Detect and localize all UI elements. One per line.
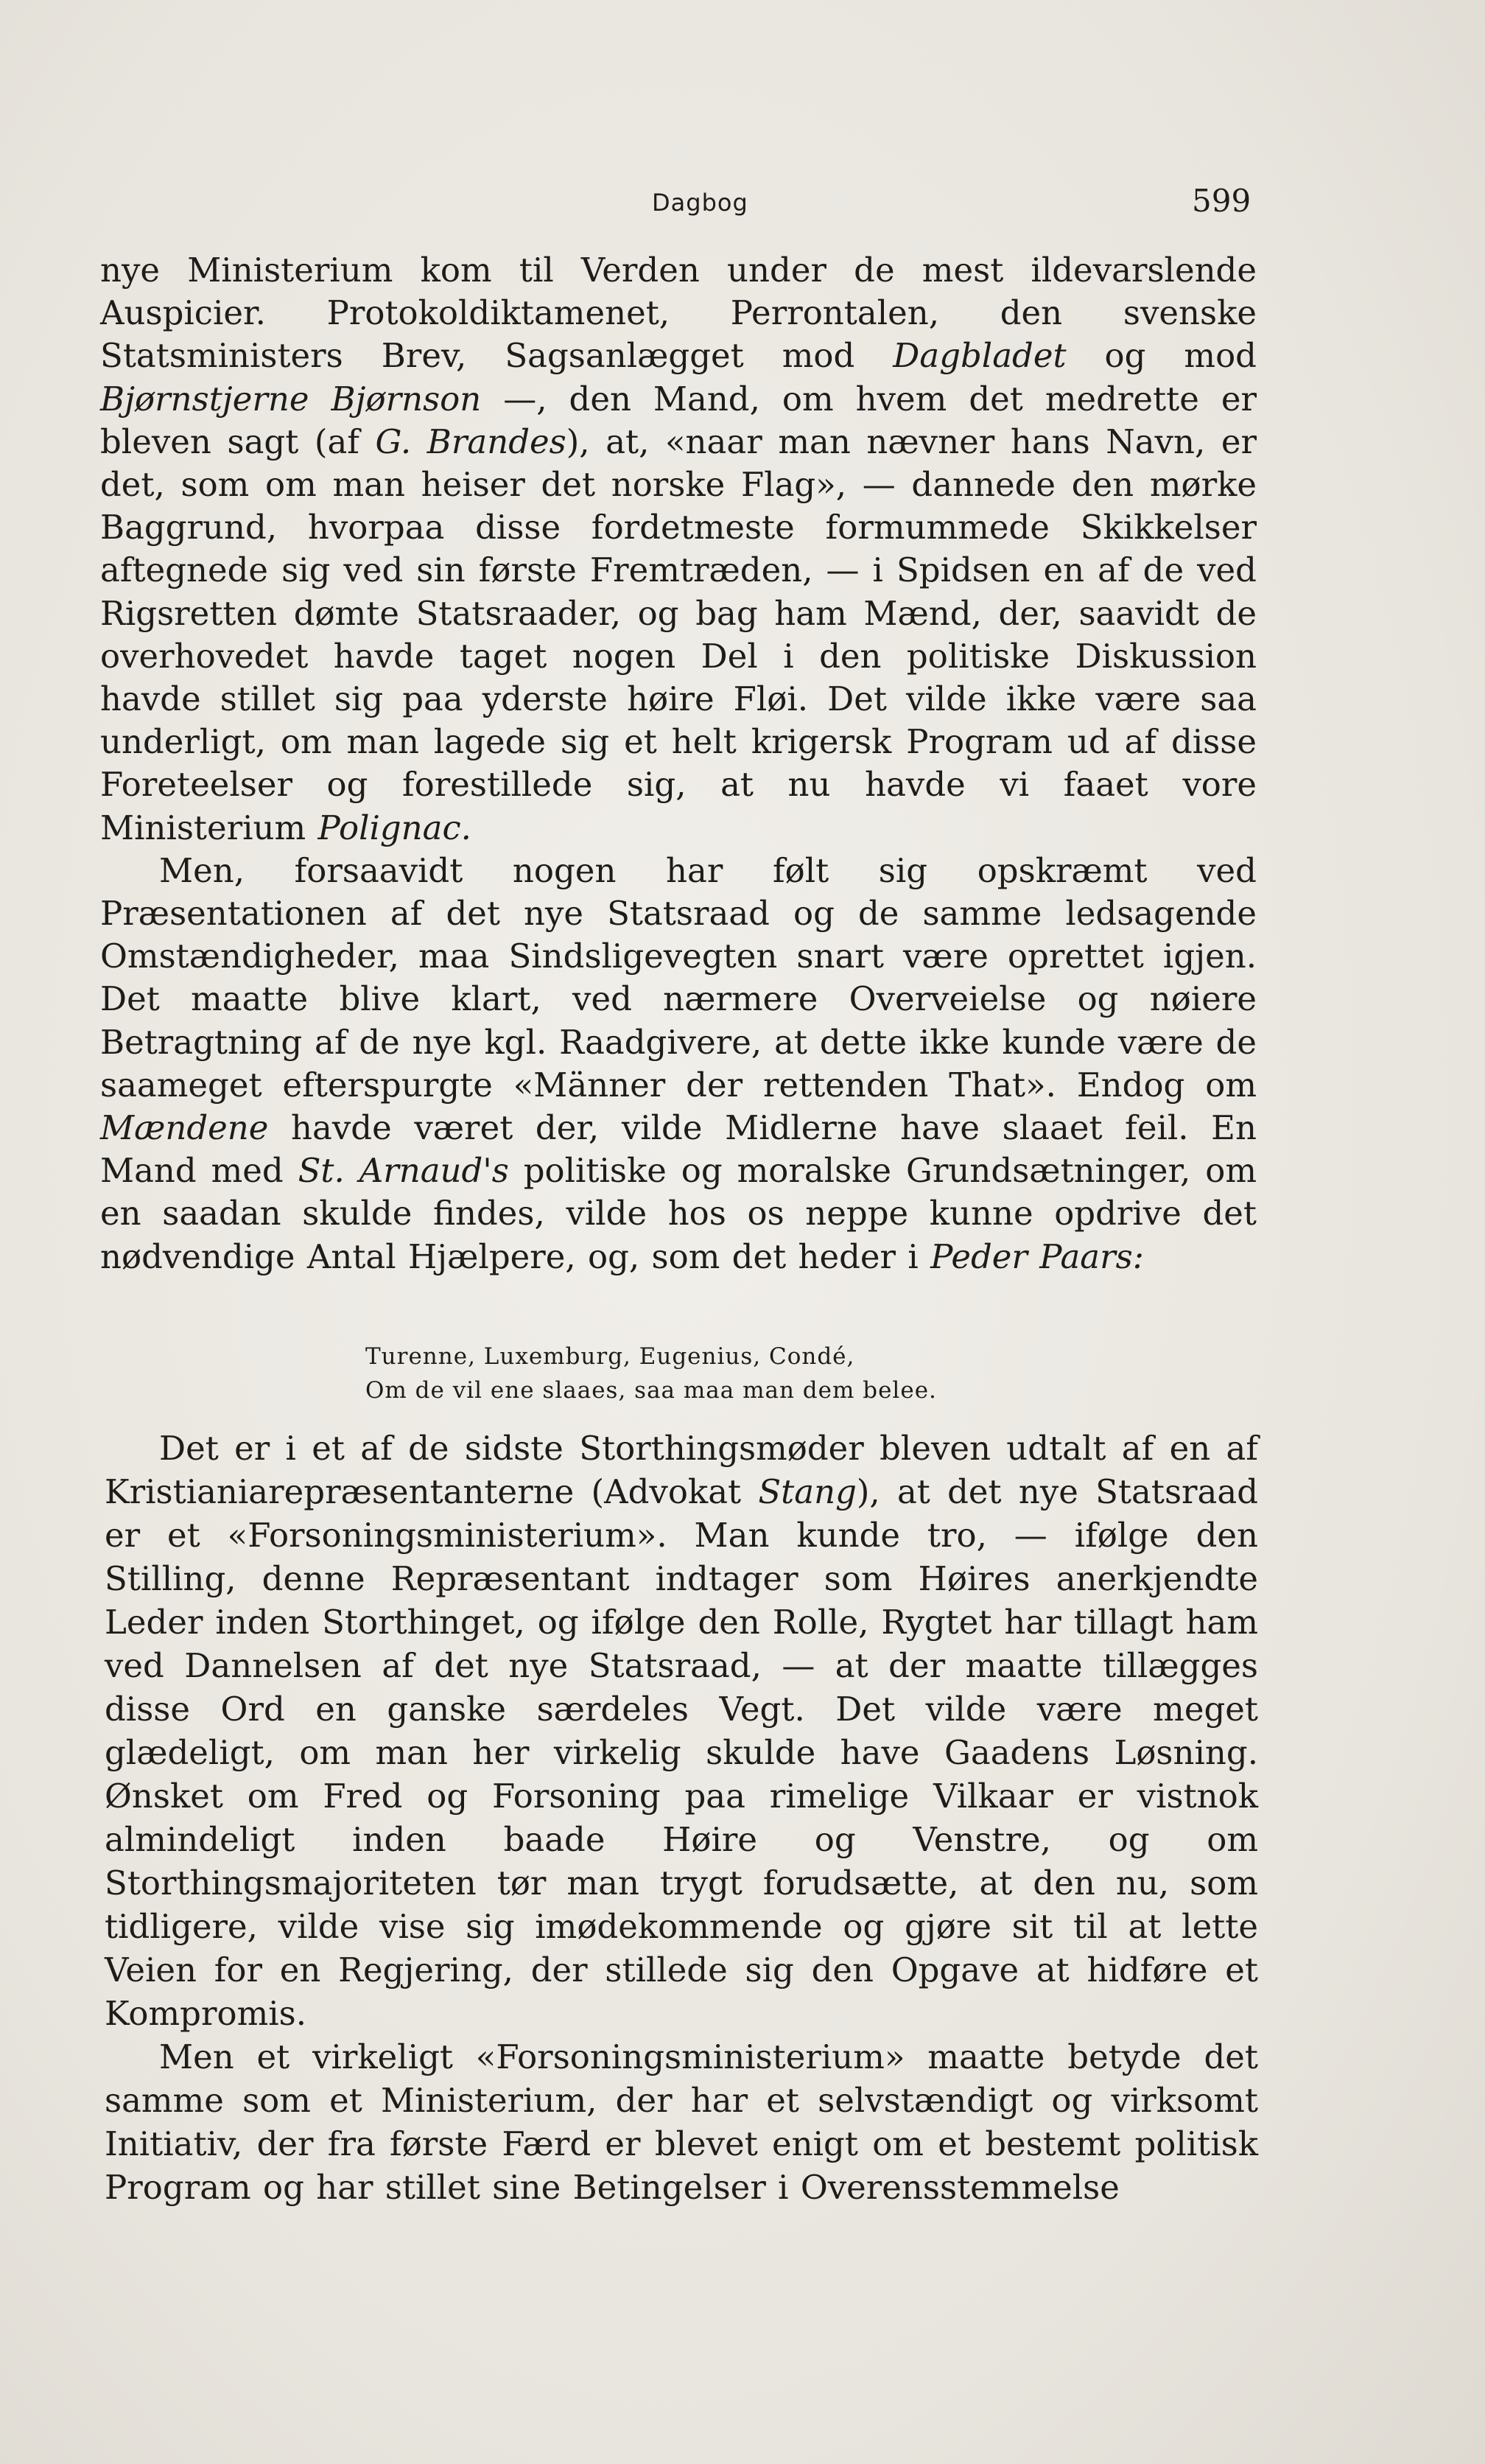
text-run: ), at, «naar man nævner hans Navn, er det, som om man heiser det norske Flag», — dannede den mørke Baggrund, hvorpaa disse fordetmeste formummede Skikkelser aftegnede sig ved sin første Fremtræden, — i Spidsen en af de ved Rigsretten dømte Statsraader, og bag ham Mænd, der, saavidt de overhovedet havde taget nogen Del i den politiske Diskussion havde stillet sig paa yderste høire Fløi. Det vilde ikke være saa underligt, om man lagede sig et helt krigersk Program ud af disse Foreteelser og forestillede sig, at nu havde vi faaet vore Ministerium	[100, 421, 1257, 847]
running-head	[0, 183, 1485, 227]
italic-text: St. Arnaud's	[298, 1151, 509, 1191]
text-run: —, den Mand, om hvem det medrette er bleven sagt (af	[100, 379, 1257, 461]
verse-line: Turenne, Luxemburg, Eugenius, Condé,	[365, 1343, 855, 1370]
paragraph	[100, 249, 1257, 850]
text-run: Det er i et af de sidste Storthingsmøder bleven udtalt af en af Kristianiarepræsentanterne (Advokat	[105, 1429, 1258, 1511]
paragraph	[100, 850, 1257, 1278]
italic-text: Peder Paars:	[930, 1236, 1144, 1276]
italic-text: Polignac.	[317, 808, 471, 847]
italic-text: Mændene	[100, 1108, 269, 1148]
body-text-lower	[105, 1427, 1258, 2209]
verse-line: Om de vil ene slaaes, saa maa man dem belee.	[365, 1377, 937, 1404]
text-run: Men et virkeligt «Forsoningsministerium» maatte betyde det samme som et Ministerium, der har et selvstændigt og virksomt Initiativ, der fra første Færd er blevet enigt om et bestemt politisk Program og har stillet sine Betingelser i Overensstemmelse	[105, 2037, 1258, 2207]
verse-quote	[365, 1340, 1176, 1407]
italic-text: G. Brandes	[375, 421, 566, 461]
text-run: og mod	[1066, 336, 1257, 376]
paragraph	[105, 1427, 1258, 2035]
text-run: nye Ministerium kom til Verden under de mest ildevarslende Auspicier. Protokoldiktamenet, Perrontalen, den svenske Statsministers Brev, Sagsanlægget mod	[100, 251, 1257, 376]
text-run: politiske og moralske Grundsætninger, om en saadan skulde findes, vilde hos os neppe kunne opdrive det nødvendige Antal Hjælpere, og, som det heder i	[100, 1151, 1257, 1276]
text-run: Men, forsaavidt nogen har følt sig opskræmt ved Præsentationen af det nye Statsraad og de samme ledsagende Omstændigheder, maa Sindsligevegten snart være oprettet igjen. Det maatte blive klart, ved nærmere Overveielse og nøiere Betragtning af de nye kgl. Raadgivere, at dette ikke kunde være de saameget efterspurgte «Männer der rettenden That». Endog om	[100, 850, 1257, 1105]
paragraph	[105, 2035, 1258, 2209]
italic-text: Dagbladet	[893, 336, 1067, 376]
italic-text: Stang	[758, 1472, 857, 1511]
body-text-upper	[100, 249, 1257, 1278]
page-number: 599	[1192, 183, 1251, 219]
text-run: ), at det nye Statsraad er et «Forsoningsministerium». Man kunde tro, — ifølge den Stilling, denne Repræsentant indtager som Høires anerkjendte Leder inden Storthinget, og ifølge den Rolle, Rygtet har tillagt ham ved Dannelsen af det nye Statsraad, — at der maatte tillægges disse Ord en ganske særdeles Vegt. Det vilde være meget glædeligt, om man her virkelig skulde have Gaadens Løsning. Ønsket om Fred og Forsoning paa rimelige Vilkaar er vistnok almindeligt inden baade Høire og Venstre, og om Storthingsmajoriteten tør man trygt forudsætte, at den nu, som tidligere, vilde vise sig imødekommende og gjøre sit til at lette Veien for en Regjering, der stillede sig den Opgave at hidføre et Kompromis.	[105, 1472, 1259, 2033]
italic-text: Bjørnstjerne Bjørnson	[100, 379, 482, 419]
running-head-title: Dagbog	[652, 189, 748, 217]
text-run: havde været der, vilde Midlerne have slaaet feil. En Mand med	[100, 1108, 1257, 1191]
